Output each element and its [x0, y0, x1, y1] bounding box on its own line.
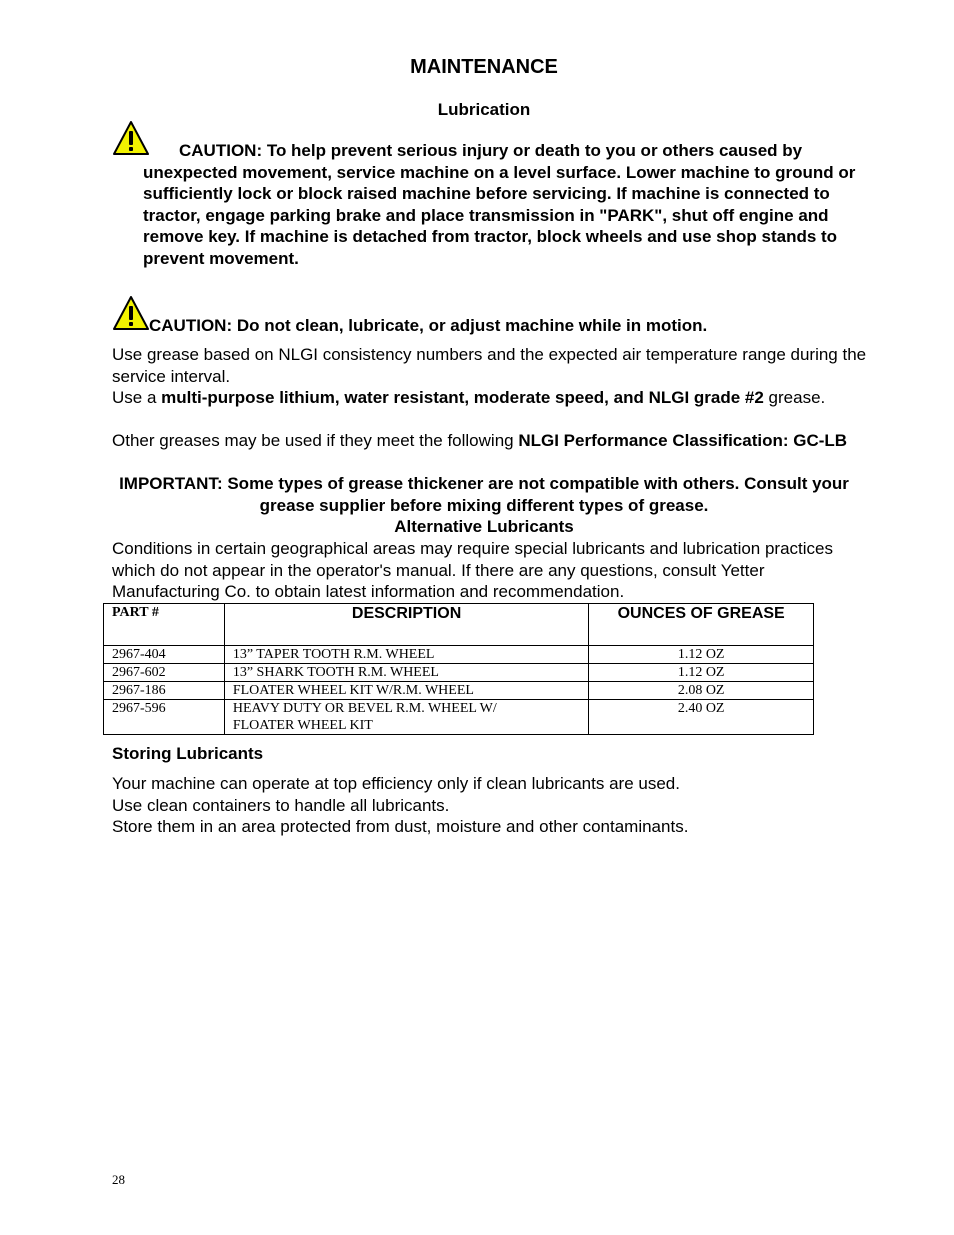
table-row: [104, 646, 814, 664]
cell-description: 13” TAPER TOOTH R.M. WHEEL: [224, 646, 588, 664]
cell-description: HEAVY DUTY OR BEVEL R.M. WHEEL W/ FLOATER WHEEL KIT: [224, 700, 588, 735]
warning-triangle-icon: [112, 295, 150, 331]
cell-ounces: 2.08 OZ: [589, 682, 814, 700]
cell-description: FLOATER WHEEL KIT W/R.M. WHEEL: [224, 682, 588, 700]
caution-block-2: [112, 295, 872, 337]
warning-triangle-icon: [112, 120, 150, 156]
important-note: IMPORTANT: Some types of grease thickener are not compatible with others. Consult your grease supplier before mixing different types of grease.: [119, 474, 849, 515]
table-row: [104, 682, 814, 700]
storing-line: Use clean containers to handle all lubricants.: [112, 796, 450, 815]
cell-part: 2967-596: [104, 700, 225, 735]
table-row: [104, 664, 814, 682]
alternative-lubricants-paragraph: Conditions in certain geographical areas may require special lubricants and lubrication practices which do not appear in the operator's manual. If there are any questions, consult Yetter Manufacturing Co. to obtain latest information and recommendation.: [112, 539, 833, 602]
page-number: 28: [112, 1172, 125, 1187]
storing-line: Your machine can operate at top efficiency only if clean lubricants are used.: [112, 774, 680, 793]
table-header-row: [104, 604, 814, 646]
storing-line: Store them in an area protected from dust, moisture and other contaminants.: [112, 817, 689, 836]
caution-block-1: [112, 120, 872, 270]
cell-part: 2967-186: [104, 682, 225, 700]
caution-text-1: CAUTION: To help prevent serious injury or death to you or others caused by unexpected movement, service machine on a level surface. Lower machine to ground or sufficiently lock or block raised machine before servicing. If machine is connected to tractor, engage parking brake and place transmission in "PARK", shut off engine and remove key. If machine is detached from tractor, block wheels and use shop stands to prevent movement.: [143, 141, 856, 268]
table-row: [104, 700, 814, 735]
grease-grade-bold: multi-purpose lithium, water resistant, moderate speed, and NLGI grade #2: [161, 388, 764, 407]
caution-text-2: CAUTION: Do not clean, lubricate, or adjust machine while in motion.: [149, 316, 708, 335]
section-subtitle: Lubrication: [437, 100, 531, 119]
cell-ounces: 1.12 OZ: [589, 664, 814, 682]
grease-table: [103, 603, 814, 735]
grease-grade-post: grease.: [763, 388, 826, 407]
cell-description: 13” SHARK TOOTH R.M. WHEEL: [224, 664, 588, 682]
alternative-lubricants-heading: Alternative Lubricants: [394, 517, 574, 536]
header-part: PART #: [104, 604, 225, 646]
grease-grade-paragraph: [112, 387, 872, 409]
page-title: MAINTENANCE: [410, 56, 558, 78]
header-ounces: OUNCES OF GREASE: [589, 604, 814, 646]
grease-grade-pre: Use a: [112, 388, 162, 407]
cell-ounces: 1.12 OZ: [589, 646, 814, 664]
performance-paragraph: [112, 430, 872, 452]
performance-pre: Other greases may be used if they meet the following: [112, 431, 519, 450]
cell-part: 2967-404: [104, 646, 225, 664]
cell-ounces: 2.40 OZ: [589, 700, 814, 735]
cell-part: 2967-602: [104, 664, 225, 682]
header-description: DESCRIPTION: [224, 604, 588, 646]
storing-lubricants-heading: Storing Lubricants: [112, 744, 264, 763]
performance-bold: NLGI Performance Classification: GC-LB: [518, 431, 848, 450]
grease-paragraph: Use grease based on NLGI consistency numbers and the expected air temperature range during the service interval.: [112, 345, 867, 386]
